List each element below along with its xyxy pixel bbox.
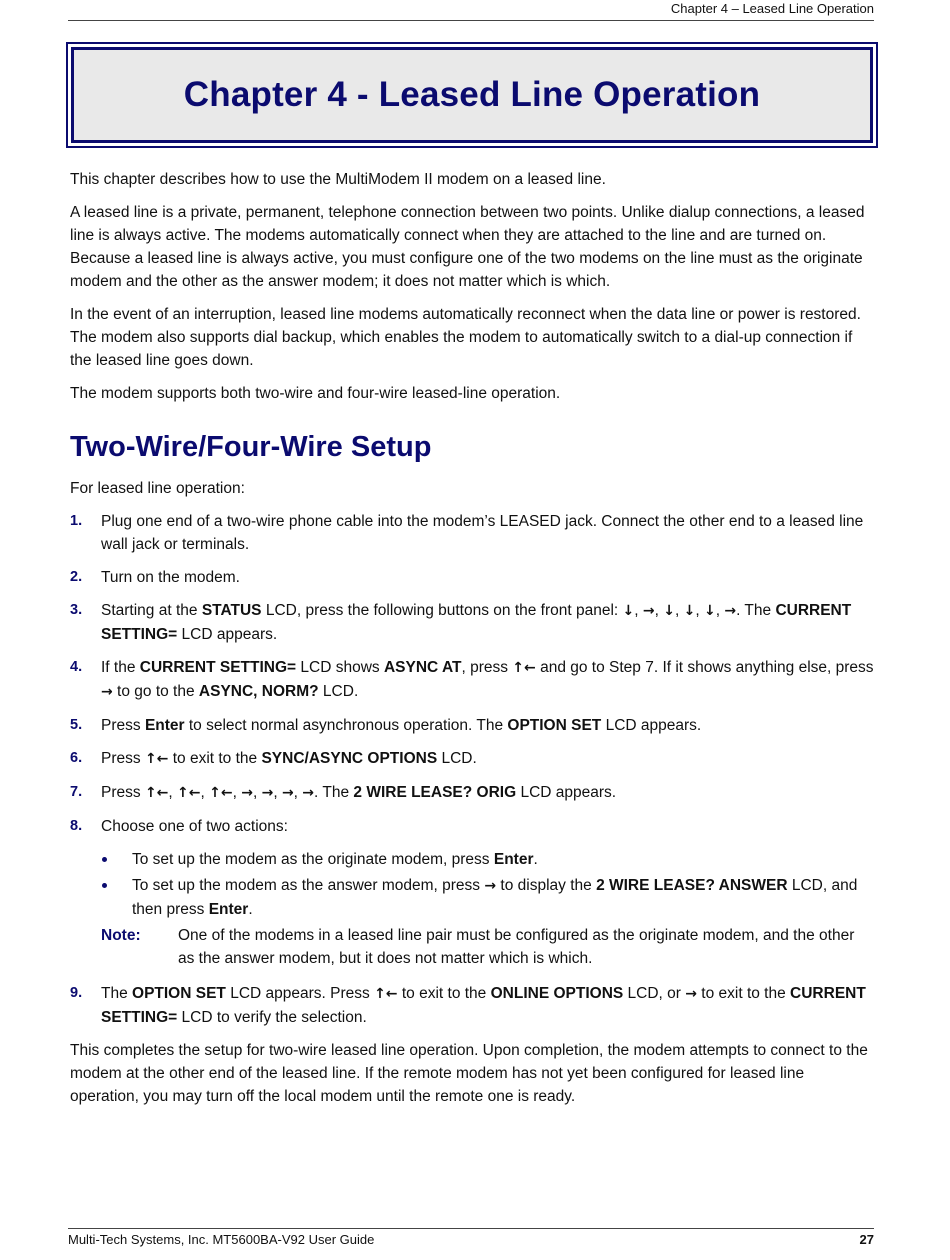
step-item bbox=[70, 982, 874, 1029]
step-body bbox=[101, 566, 874, 589]
arrow-key-icon: ↑← bbox=[209, 785, 233, 801]
running-header-title: Chapter 4 – Leased Line Operation bbox=[670, 1, 874, 16]
arrow-key-icon: → bbox=[484, 878, 497, 894]
step-text: , bbox=[293, 784, 303, 801]
step-text: LCD appears. bbox=[516, 784, 617, 801]
arrow-key-icon: ↑← bbox=[374, 986, 398, 1002]
bold-term: SYNC/ASYNC OPTIONS bbox=[261, 750, 438, 767]
step-body bbox=[101, 982, 874, 1029]
running-footer bbox=[68, 1228, 874, 1251]
closing-paragraph: This completes the setup for two-wire leased line operation. Upon completion, the modem attempts to connect to the modem at the other end of the leased line. If the remote modem has not yet been configured for leased line operation, you may turn off the local modem until the remote one is ready. bbox=[70, 1042, 868, 1105]
step-text: to select normal asynchronous operation. The bbox=[184, 717, 508, 734]
intro-paragraph: The modem supports both two-wire and four-wire leased-line operation. bbox=[70, 385, 561, 402]
step-text: LCD. bbox=[318, 683, 359, 700]
note-callout bbox=[101, 924, 874, 970]
step-text: to exit to the bbox=[397, 985, 491, 1002]
bold-term: Enter bbox=[144, 717, 185, 734]
chapter-title: Chapter 4 - Leased Line Operation bbox=[183, 75, 761, 114]
step-text: Press bbox=[101, 717, 145, 734]
section-heading: Two-Wire/Four-Wire Setup bbox=[70, 431, 432, 463]
bullet-dot-icon bbox=[102, 883, 107, 888]
step-item bbox=[70, 815, 874, 970]
bullet-list bbox=[101, 848, 874, 921]
bold-term: ASYNC AT bbox=[383, 659, 462, 676]
step-item bbox=[70, 599, 874, 646]
intro-paragraph: In the event of an interruption, leased line modems automatically reconnect when the data line or power is restored. The modem also supports dial backup, which enables the modem to automatically switch to a dial-up connection if the leased line goes down. bbox=[70, 306, 861, 369]
step-text: to display the bbox=[496, 877, 597, 894]
step-body bbox=[101, 815, 874, 838]
steps-list bbox=[70, 510, 874, 1029]
note-text: One of the modems in a leased line pair must be configured as the originate modem, and the other as the answer modem, but it does not matter which is which. bbox=[178, 927, 855, 967]
step-body bbox=[101, 714, 874, 737]
step-text: , bbox=[252, 784, 262, 801]
step-item bbox=[70, 781, 874, 805]
step-number: 9. bbox=[70, 985, 83, 1001]
arrow-key-icon: → bbox=[685, 986, 697, 1002]
arrow-key-icon: → bbox=[241, 785, 253, 801]
intro-paragraph: This chapter describes how to use the MultiModem II modem on a leased line. bbox=[70, 171, 606, 188]
step-item bbox=[70, 510, 874, 556]
bold-term: OPTION SET bbox=[507, 717, 602, 734]
step-text: , bbox=[168, 784, 178, 801]
step-body bbox=[101, 747, 874, 771]
bold-term: Enter bbox=[493, 851, 534, 868]
step-text: , bbox=[634, 602, 643, 619]
running-header bbox=[68, 0, 874, 21]
step-number: 7. bbox=[70, 784, 83, 800]
step-text: , bbox=[715, 602, 725, 619]
arrow-key-icon: → bbox=[101, 684, 113, 700]
arrow-key-icon: → bbox=[724, 603, 737, 619]
chapter-title-box bbox=[66, 42, 878, 148]
bold-term: CURRENT SETTING= bbox=[101, 985, 866, 1026]
arrow-key-icon: → bbox=[642, 603, 655, 619]
step-text: . bbox=[533, 851, 538, 868]
arrow-key-icon: → bbox=[302, 785, 315, 801]
step-text: , bbox=[273, 784, 282, 801]
arrow-key-icon: → bbox=[261, 785, 274, 801]
step-item bbox=[70, 656, 874, 704]
step-text: , bbox=[654, 602, 664, 619]
bold-term: STATUS bbox=[201, 602, 262, 619]
step-text: LCD. bbox=[437, 750, 477, 767]
intro-paragraph: A leased line is a private, permanent, telephone connection between two points. Unlike dialup connections, a leased line is always active. The modems automatically connect when they are attached to the line and are turned on. Because a leased line is always active, you must configure one of the two modems on the line must as the originate modem and the other as the answer modem; it does not matter which is which. bbox=[70, 204, 865, 290]
step-number: 8. bbox=[70, 818, 83, 834]
bullet-item bbox=[101, 874, 874, 921]
arrow-key-icon: ↓ bbox=[683, 603, 696, 619]
step-text: LCD, press the following buttons on the front panel: bbox=[261, 602, 623, 619]
step-text: LCD shows bbox=[296, 659, 384, 676]
bold-term: ONLINE OPTIONS bbox=[490, 985, 624, 1002]
arrow-key-icon: ↑← bbox=[144, 751, 169, 767]
step-number: 5. bbox=[70, 717, 83, 733]
step-text: If the bbox=[101, 659, 140, 676]
bold-term: CURRENT SETTING= bbox=[139, 659, 297, 676]
step-text: LCD appears. bbox=[177, 626, 278, 643]
step-text: . The bbox=[314, 784, 354, 801]
step-item bbox=[70, 566, 874, 589]
footer-doc-title: Multi-Tech Systems, Inc. MT5600BA-V92 User Guide bbox=[68, 1232, 375, 1247]
section-lead: For leased line operation: bbox=[70, 480, 245, 497]
arrow-key-icon: ↑← bbox=[144, 785, 169, 801]
step-text: To set up the modem as the originate modem, press bbox=[132, 851, 494, 868]
step-text: , bbox=[695, 602, 704, 619]
step-text: LCD appears. Press bbox=[225, 985, 375, 1002]
bullet-item bbox=[101, 848, 874, 871]
step-text: and go to Step 7. If it shows anything else, press bbox=[535, 659, 874, 676]
step-text: The bbox=[101, 985, 133, 1002]
step-text: LCD to verify the selection. bbox=[177, 1009, 367, 1026]
bullet-dot-icon bbox=[102, 857, 107, 862]
arrow-key-icon: → bbox=[281, 785, 294, 801]
page-content bbox=[70, 168, 874, 1118]
step-text: Turn on the modem. bbox=[101, 569, 240, 586]
step-text: , bbox=[232, 784, 242, 801]
step-number: 2. bbox=[70, 569, 83, 585]
step-body bbox=[101, 781, 874, 805]
step-text: Starting at the bbox=[101, 602, 202, 619]
step-text: . bbox=[248, 901, 253, 918]
step-text: To set up the modem as the answer modem, press bbox=[132, 877, 485, 894]
step-text: , bbox=[200, 784, 210, 801]
step-item bbox=[70, 714, 874, 737]
bold-term: Enter bbox=[208, 901, 249, 918]
step-text: to exit to the bbox=[168, 750, 262, 767]
step-number: 6. bbox=[70, 750, 83, 766]
arrow-key-icon: ↑← bbox=[177, 785, 201, 801]
step-number: 3. bbox=[70, 602, 83, 618]
step-body bbox=[101, 656, 874, 704]
step-text: Plug one end of a two-wire phone cable into the modem’s LEASED jack. Connect the other end to a leased line wall jack or terminals. bbox=[101, 513, 864, 553]
step-text: LCD, and then press bbox=[132, 877, 858, 918]
arrow-key-icon: ↓ bbox=[622, 603, 635, 619]
bold-term: ASYNC, NORM? bbox=[198, 683, 319, 700]
arrow-key-icon: ↑← bbox=[512, 660, 536, 676]
step-number: 4. bbox=[70, 659, 83, 675]
step-number: 1. bbox=[70, 513, 83, 529]
step-text: LCD, or bbox=[623, 985, 686, 1002]
note-label: Note: bbox=[101, 927, 141, 944]
step-text: Press bbox=[101, 784, 145, 801]
bold-term: 2 WIRE LEASE? ANSWER bbox=[596, 877, 788, 894]
arrow-key-icon: ↓ bbox=[663, 603, 675, 619]
step-text: LCD appears. bbox=[601, 717, 702, 734]
step-text: , bbox=[675, 602, 684, 619]
step-text: Choose one of two actions: bbox=[101, 818, 288, 835]
step-text: to exit to the bbox=[696, 985, 791, 1002]
bold-term: OPTION SET bbox=[132, 985, 226, 1002]
step-text: . The bbox=[736, 602, 776, 619]
bold-term: CURRENT SETTING= bbox=[101, 602, 852, 643]
step-body bbox=[101, 510, 874, 556]
page-number: 27 bbox=[859, 1232, 874, 1247]
step-text: , press bbox=[461, 659, 513, 676]
arrow-key-icon: ↓ bbox=[703, 603, 716, 619]
step-body bbox=[101, 599, 874, 646]
step-text: to go to the bbox=[112, 683, 199, 700]
step-text: Press bbox=[101, 750, 145, 767]
bold-term: 2 WIRE LEASE? ORIG bbox=[353, 784, 517, 801]
step-item bbox=[70, 747, 874, 771]
